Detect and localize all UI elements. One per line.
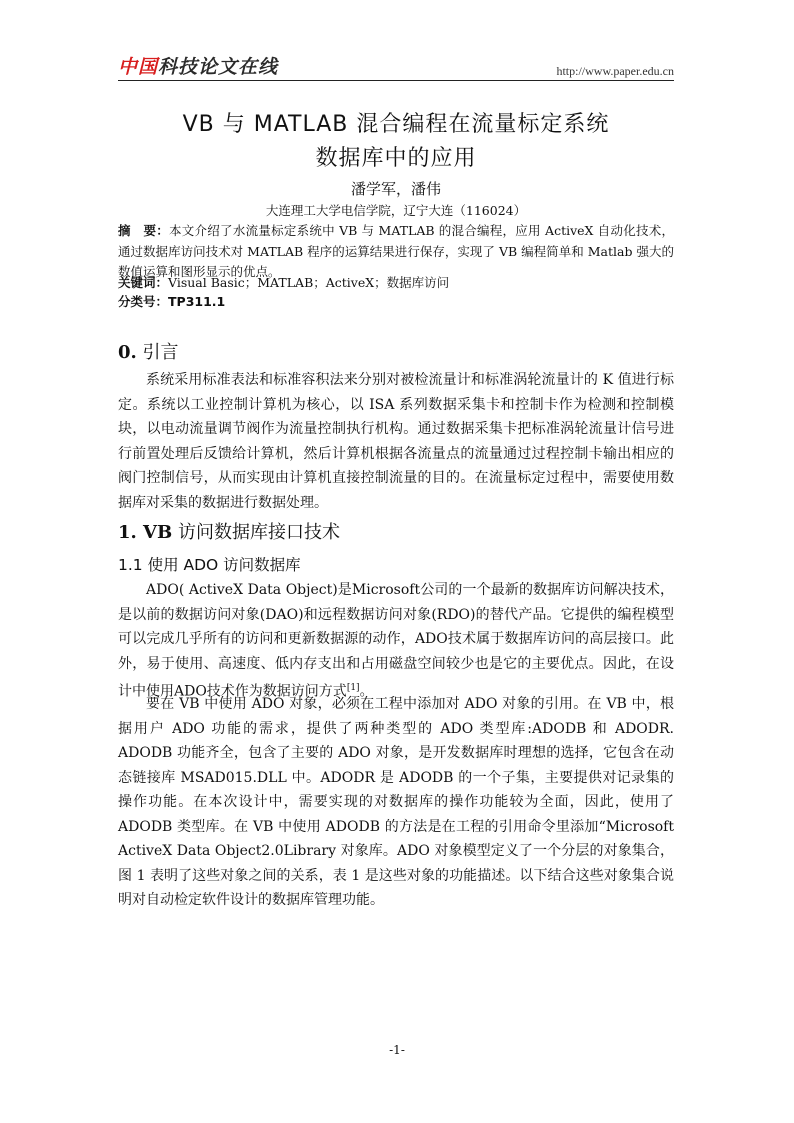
ado-paragraph-1-text: ADO( ActiveX Data Object)是Microsoft公司的一个最新的数据库访问解决技术，是以前的数据访问对象(DAO)和远程数据访问对象(RDO)的替代产品。它提供的编程模型可以完成几乎所有的访问和更新数据源的动作，ADO技术属于数据库访问的高层接口。此外，易于使用、高速度、低内存支出和占用磁盘空间较少也是它的主要优点。因此，在设计中使用ADO技术作为数据访问方式 xyxy=(118,582,674,700)
page-number: -1- xyxy=(389,1043,405,1057)
section-1-title: 访问数据库接口技术 xyxy=(177,522,340,543)
keywords xyxy=(118,273,674,291)
authors: 潘学军，潘伟 xyxy=(350,180,441,198)
logo-dark-text: 科技论文在线 xyxy=(158,56,279,78)
header-rule xyxy=(118,80,674,81)
classification-label: 分类号： xyxy=(118,294,169,309)
ado-paragraph-1 xyxy=(118,578,674,704)
paper-title-line1: VB 与 MATLAB 混合编程在流量标定系统 xyxy=(182,112,610,137)
ado-paragraph-2: 要在 VB 中使用 ADO 对象，必须在工程中添加对 ADO 对象的引用。在 VB 中，根据用户 ADO 功能的需求，提供了两种类型的 ADO 类型库:ADODB 和 ADODR. ADODB 功能齐全，包含了主要的 ADO 对象，是开发数据库时理想的选择，它包含在动态链接库 MSAD015.DLL 中。ADODR 是 ADODB 的一个子集，主要提供对记录集的操作功能。在本次设计中，需要实现的对数据库的操作功能较为全面，因此，使用了 ADODB 类型库。在 VB 中使用 ADODB 的方法是在工程的引用命令里添加“Microsoft ActiveX Data Object2.0Library 对象库。ADO 对象模型定义了一个分层的对象集合，图 1 表明了这些对象之间的关系，表 1 是这些对象的功能描述。以下结合这些对象集合说明对自动检定软件设计的数据库管理功能。 xyxy=(118,696,674,908)
classification xyxy=(118,292,674,310)
header-url[interactable]: http://www.paper.edu.cn xyxy=(556,64,674,78)
section-1-number: 1. VB xyxy=(118,522,173,543)
section-heading-1 xyxy=(118,518,340,544)
page-header xyxy=(118,52,674,82)
paper-title-line2: 数据库中的应用 xyxy=(315,146,477,171)
intro-paragraph: 系统采用标准表法和标准容积法来分别对被检流量计和标准涡轮流量计的 K 值进行标定。系统以工业控制计算机为核心，以 ISA 系列数据采集卡和控制卡作为检测和控制模块，以电动流量调节阀作为流量控制执行机构。通过数据采集卡把标准涡轮流量计信号进行前置处理后反馈给计算机，然后计算机根据各流量点的流量通过过程控制卡输出相应的阀门控制信号，从而实现由计算机直接控制流量的目的。在流量标定过程中，需要使用数据库对采集的数据进行数据处理。 xyxy=(118,372,674,511)
section-heading-0 xyxy=(118,338,179,364)
ado-paragraph-1-end: 。 xyxy=(359,683,374,700)
section-0-title: 引言 xyxy=(142,342,179,363)
logo-red-text: 中国 xyxy=(118,56,159,78)
abstract-text: 本文介绍了水流量标定系统中 VB 与 MATLAB 的混合编程，应用 ActiveX 自动化技术，通过数据库访问技术对 MATLAB 程序的运算结果进行保存，实现了 VB 编程简单和 Matlab 强大的数值运算和图形显示的优点。 xyxy=(118,223,674,279)
affiliation: 大连理工大学电信学院，辽宁大连（116024） xyxy=(265,203,527,218)
subsection-heading-1-1: 1.1 使用 ADO 访问数据库 xyxy=(118,556,301,574)
citation-ref-1[interactable]: [1] xyxy=(346,683,360,693)
classification-text: TP311.1 xyxy=(168,294,226,309)
site-logo[interactable] xyxy=(118,52,278,79)
keywords-label: 关键词： xyxy=(118,275,169,290)
section-0-number: 0. xyxy=(118,342,137,363)
abstract-label: 摘 要： xyxy=(118,223,170,238)
keywords-text: Visual Basic；MATLAB；ActiveX；数据库访问 xyxy=(168,275,450,290)
